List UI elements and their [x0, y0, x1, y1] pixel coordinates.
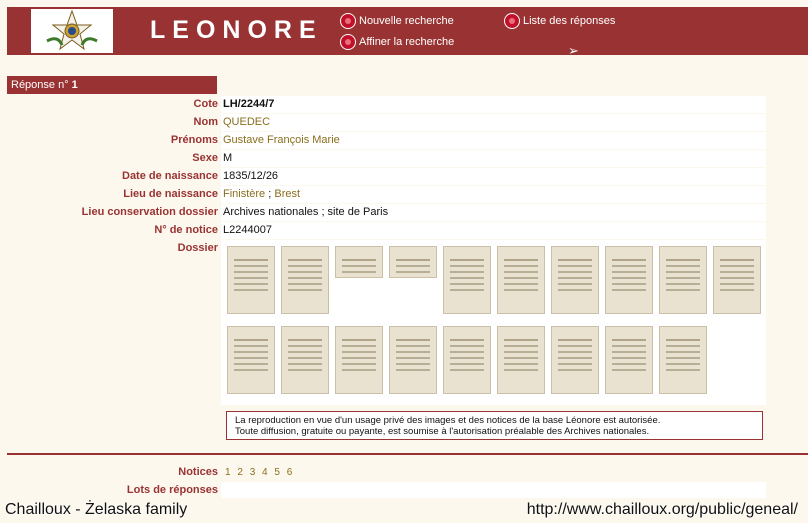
document-thumbnail[interactable]: [227, 246, 275, 314]
document-thumbnail[interactable]: [659, 326, 707, 394]
page-link[interactable]: 6: [286, 467, 294, 478]
field-nom: [0, 114, 808, 131]
field-value: [221, 186, 766, 203]
document-thumbnail[interactable]: [659, 246, 707, 314]
response-label: Réponse n°: [11, 79, 69, 91]
field-label: Dossier: [177, 242, 218, 254]
legal-notice: [226, 411, 763, 440]
field-label: Cote: [193, 98, 218, 110]
field-lieu-conservation: [0, 204, 808, 221]
notices-label: Notices: [178, 466, 218, 478]
response-number: 1: [71, 79, 78, 91]
lots-row: [0, 482, 808, 499]
watermark-url: http://www.chailloux.org/public/geneal/: [526, 501, 798, 518]
field-label: Prénoms: [170, 134, 218, 146]
response-header: [7, 76, 217, 94]
red-bullet-icon: [340, 13, 356, 29]
legal-notice-line: La reproduction en vue d'un usage privé des images et des notices de la base Léonore est autorisée.: [235, 415, 661, 426]
dossier-thumbnails: [221, 240, 766, 405]
red-bullet-icon: [340, 34, 356, 50]
field-value: Archives nationales ; site de Paris: [221, 204, 766, 221]
app-title: LEONORE: [150, 16, 323, 44]
document-thumbnail[interactable]: [335, 246, 383, 278]
field-label: Lieu conservation dossier: [81, 206, 218, 218]
header-bar: [7, 7, 808, 58]
field-date-naissance: [0, 168, 808, 185]
notices-row: [0, 464, 808, 481]
refine-search-label: Affiner la recherche: [359, 36, 455, 48]
lots-label: Lots de réponses: [126, 484, 218, 496]
page-link[interactable]: 5: [274, 467, 281, 478]
departement-link[interactable]: Finistère: [223, 188, 266, 200]
document-thumbnail[interactable]: [281, 326, 329, 394]
document-thumbnail[interactable]: [443, 326, 491, 394]
document-thumbnail[interactable]: [335, 326, 383, 394]
field-lieu-naissance: [0, 186, 808, 203]
document-thumbnail[interactable]: [605, 246, 653, 314]
page-link[interactable]: 2: [237, 467, 244, 478]
document-thumbnail[interactable]: [281, 246, 329, 314]
page-link[interactable]: 1: [225, 467, 232, 478]
value-separator: ;: [265, 188, 275, 200]
document-thumbnail[interactable]: [497, 326, 545, 394]
watermark-family: Chailloux - Żelaska family: [5, 501, 188, 518]
new-search-link[interactable]: [340, 13, 454, 29]
star-medal-icon: [31, 9, 113, 53]
field-label: Nom: [193, 116, 218, 128]
commune-link[interactable]: Brest: [274, 188, 301, 200]
document-thumbnail[interactable]: [389, 246, 437, 278]
document-thumbnail[interactable]: [605, 326, 653, 394]
document-thumbnail[interactable]: [551, 246, 599, 314]
field-value-link[interactable]: QUEDEC: [221, 114, 766, 131]
document-thumbnail[interactable]: [443, 246, 491, 314]
divider: [7, 453, 808, 455]
field-label: Date de naissance: [122, 170, 218, 182]
refine-search-link[interactable]: [340, 34, 454, 50]
results-list-link[interactable]: [504, 13, 615, 29]
document-thumbnail[interactable]: [389, 326, 437, 394]
field-label: Sexe: [192, 152, 218, 164]
lots-value: [221, 482, 766, 498]
results-list-label: Liste des réponses: [523, 15, 616, 27]
new-search-label: Nouvelle recherche: [359, 15, 454, 27]
page-link[interactable]: 3: [249, 467, 257, 478]
field-value-link[interactable]: Gustave François Marie: [221, 132, 766, 149]
document-thumbnail[interactable]: [713, 246, 761, 314]
field-cote: [0, 96, 808, 113]
notice-pagination: [225, 467, 295, 478]
legal-notice-line: Toute diffusion, gratuite ou payante, est soumise à l'autorisation préalable des Archives nationales.: [235, 426, 650, 437]
field-label: Lieu de naissance: [123, 188, 218, 200]
field-value: LH/2244/7: [221, 96, 766, 113]
field-notice: [0, 222, 808, 239]
cursor-arrow-icon: ➢: [568, 43, 579, 58]
field-value: M: [221, 150, 766, 167]
field-value: L2244007: [221, 222, 766, 239]
field-prenoms: [0, 132, 808, 149]
page-link[interactable]: 4: [262, 467, 269, 478]
document-thumbnail[interactable]: [227, 326, 275, 394]
legion-honneur-logo: [31, 9, 113, 53]
field-label: N° de notice: [154, 224, 218, 236]
document-thumbnail[interactable]: [497, 246, 545, 314]
red-bullet-icon: [504, 13, 520, 29]
field-sexe: [0, 150, 808, 167]
document-thumbnail[interactable]: [551, 326, 599, 394]
field-value: 1835/12/26: [221, 168, 766, 185]
